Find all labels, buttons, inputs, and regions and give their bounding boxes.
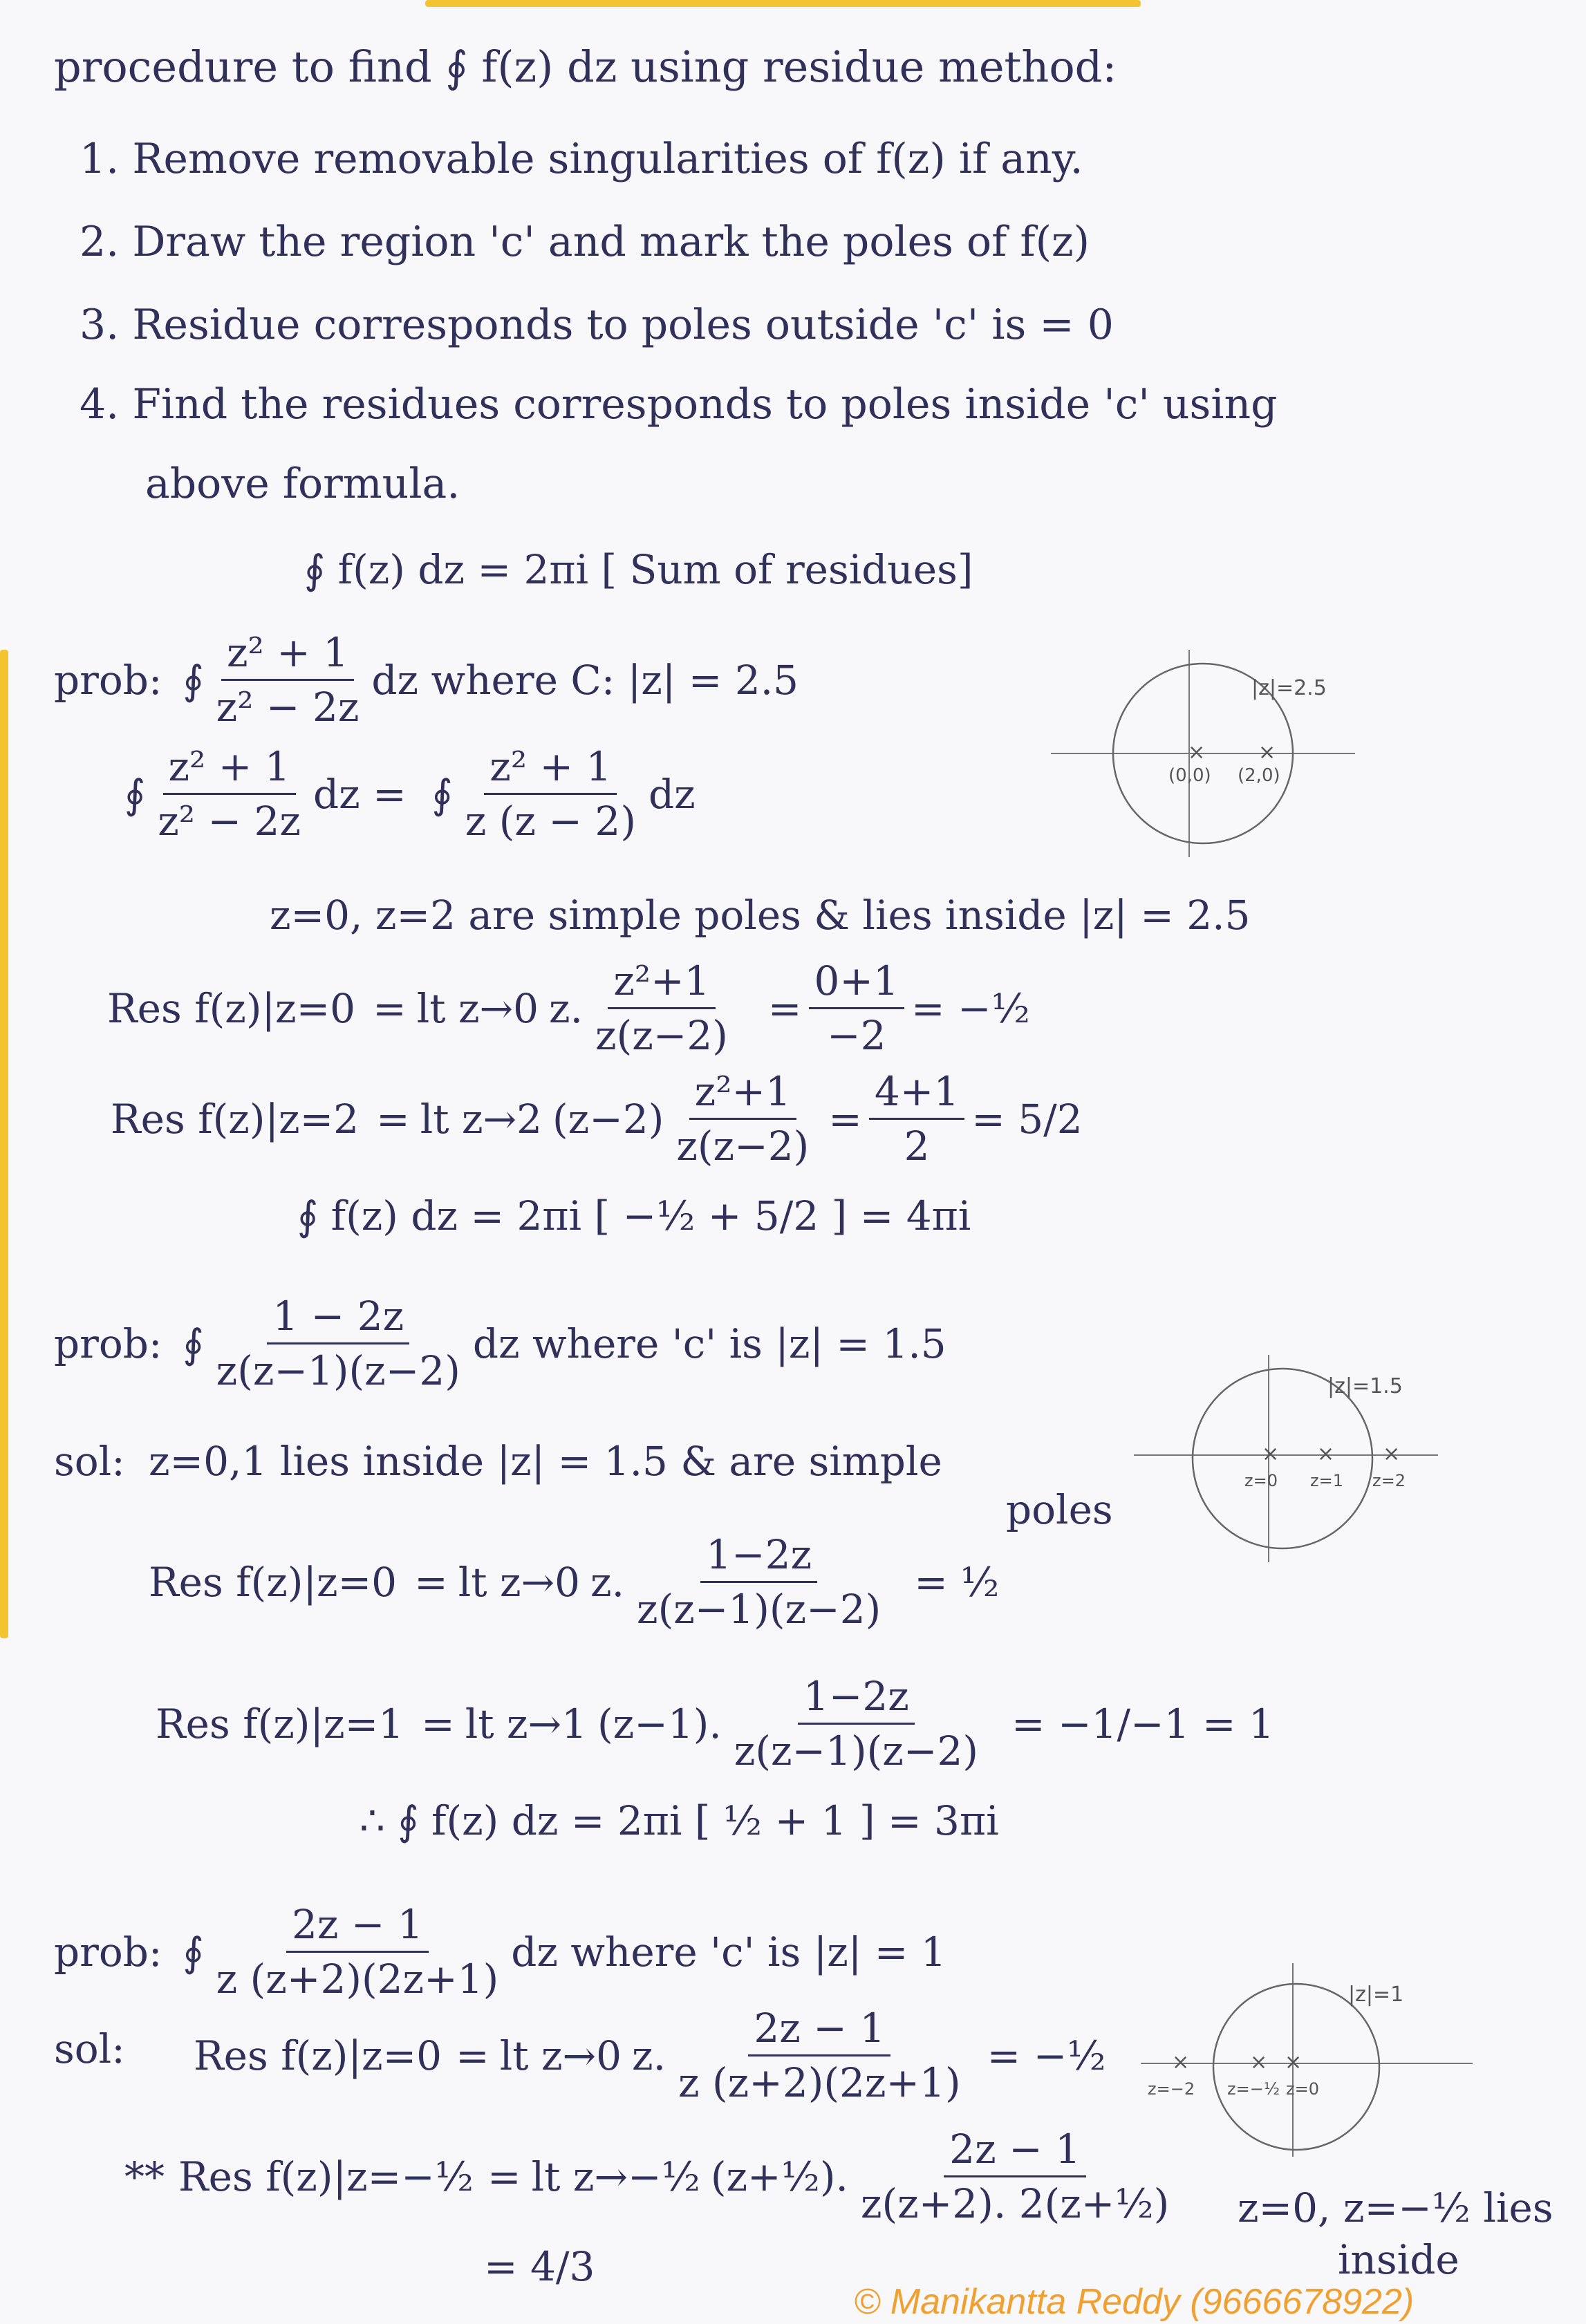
problem-3-statement: prob: ∮ $\frac{2z - 1}{z (z+2)(2z+1)}$ dz where 'c' is |z| = 1 xyxy=(54,1901,946,2003)
equals-sign: = xyxy=(767,984,802,1032)
pole-marker-icon: × xyxy=(1172,2050,1190,2074)
fraction-denominator: z(z−1)(z−2) xyxy=(216,1347,460,1394)
residue-result: = −1/−1 = 1 xyxy=(1011,1700,1274,1747)
fraction-numerator: z² + 1 xyxy=(163,743,296,795)
copyright-watermark: © Manikantta Reddy (9666678922) xyxy=(854,2282,1415,2322)
fraction-numerator: 4+1 xyxy=(869,1068,964,1120)
multiplier: (z−2) xyxy=(552,1095,664,1143)
problem-2-contour: dz where 'c' is |z| = 1.5 xyxy=(472,1320,946,1367)
residue-result: = 5/2 xyxy=(971,1095,1083,1143)
step-1: 1. Remove removable singularities of f(z) if any. xyxy=(80,135,1083,183)
fraction-denominator: −2 xyxy=(826,1012,886,1059)
limit-operator: lt z→0 xyxy=(458,1558,581,1606)
problem-2-statement: prob: ∮ $\frac{1 - 2z}{z(z-1)(z-2)}$ dz where 'c' is |z| = 1.5 xyxy=(54,1293,946,1394)
limit-operator: lt z→−½ xyxy=(531,2153,700,2200)
problem-2-note: z=0,1 lies inside |z| = 1.5 & are simple xyxy=(149,1438,942,1485)
multiplier: (z+½). xyxy=(710,2153,848,2200)
emphasis-marker: ** xyxy=(124,2153,165,2200)
limit-operator: lt z→0 xyxy=(499,2032,622,2079)
residue-label: Res f(z)|z=0 xyxy=(107,984,356,1032)
contour-diagram-1 xyxy=(1037,643,1369,864)
residue-label: Res f(z)|z=0 xyxy=(149,1558,398,1606)
problem-1-final: ∮ f(z) dz = 2πi [ −½ + 5/2 ] = 4πi xyxy=(297,1192,971,1239)
problem-2-residue-1: Res f(z)|z=0 = lt z→0 z. $\frac{1-2z}{z(z-1)(z-2)}$ = ½ xyxy=(149,1531,1000,1633)
problem-3-contour: dz where 'c' is |z| = 1 xyxy=(511,1928,946,1976)
pole-marker-icon: × xyxy=(1383,1442,1401,1466)
fraction-denominator: z (z − 2) xyxy=(465,798,636,845)
pole-marker-icon: × xyxy=(1250,2050,1268,2074)
fraction-numerator: 1 − 2z xyxy=(267,1293,409,1344)
pole-label: z=−2 xyxy=(1148,2079,1195,2099)
pole-marker-icon: × xyxy=(1285,2050,1303,2074)
pole-label: z=1 xyxy=(1310,1471,1343,1490)
fraction-denominator: z² − 2z xyxy=(158,798,301,845)
problem-2-residue-2: Res f(z)|z=1 = lt z→1 (z−1). $\frac{1-2z}{z(z-1)(z-2)}$ = −1/−1 = 1 xyxy=(156,1673,1274,1774)
fraction-numerator: z² + 1 xyxy=(484,743,617,795)
residue-result: = −½ xyxy=(911,984,1030,1032)
multiplier: z. xyxy=(632,2032,666,2079)
problem-label: prob: xyxy=(54,1928,162,1976)
step-2: 2. Draw the region 'c' and mark the poles of f(z) xyxy=(80,218,1090,266)
pole-marker-icon: × xyxy=(1317,1442,1335,1466)
problem-1-note: z=0, z=2 are simple poles & lies inside |z| = 2.5 xyxy=(270,892,1251,939)
circle-label: |z|=1.5 xyxy=(1327,1374,1403,1398)
fraction-numerator: 1−2z xyxy=(798,1673,915,1725)
fraction-numerator: 1−2z xyxy=(700,1531,817,1583)
residue-label: Res f(z)|z=1 xyxy=(156,1700,404,1747)
problem-label: prob: xyxy=(54,656,162,704)
fraction-numerator: z²+1 xyxy=(608,957,715,1009)
limit-operator: lt z→1 xyxy=(465,1700,588,1747)
multiplier: z. xyxy=(590,1558,625,1606)
problem-2-final: ∴ ∮ f(z) dz = 2πi [ ½ + 1 ] = 3πi xyxy=(360,1797,999,1844)
residue-label: Res f(z)|z=2 xyxy=(111,1095,360,1143)
pole-label: (2,0) xyxy=(1238,765,1280,786)
fraction-denominator: 2 xyxy=(904,1123,930,1170)
problem-2-note-cont: poles xyxy=(1006,1486,1113,1533)
fraction-numerator: 2z − 1 xyxy=(944,2126,1086,2177)
limit-operator: lt z→0 xyxy=(416,984,539,1032)
pole-marker-icon: × xyxy=(1258,740,1276,765)
fraction-denominator: z(z−2) xyxy=(676,1123,810,1170)
multiplier: (z−1). xyxy=(597,1700,722,1747)
equals-sign: = xyxy=(828,1095,862,1143)
fraction-numerator: 0+1 xyxy=(809,957,904,1009)
problem-3-side-note: z=0, z=−½ lies xyxy=(1238,2184,1554,2231)
multiplier: z. xyxy=(549,984,584,1032)
problem-3-sol-label: sol: xyxy=(54,2025,125,2072)
step-4: 4. Find the residues corresponds to poles inside 'c' using xyxy=(80,380,1278,429)
problem-1-residue-1: Res f(z)|z=0 = lt z→0 z. $\frac{\text{z²+1}}{z(z-2)}$ = $\frac{0+1}{-2}$ = −½ xyxy=(107,957,1030,1059)
side-highlight-bar xyxy=(0,650,8,1638)
contour-diagram-2 xyxy=(1134,1348,1438,1569)
fraction-denominator: z(z−1)(z−2) xyxy=(637,1586,881,1633)
fraction-numerator: 2z − 1 xyxy=(748,2005,890,2056)
problem-1-rewrite: ∮ $\frac{\text{z² + 1}}{\text{z² − 2z}}$ dz = ∮ $\frac{\text{z² + 1}}{z (z - 2)}$ dz xyxy=(124,743,696,845)
pole-marker-icon: × xyxy=(1188,740,1206,765)
problem-1-statement: prob: ∮ $\frac{\text{z² + 1}}{\text{z² − 2z}}$ dz where C: |z| = 2.5 xyxy=(54,629,799,731)
fraction-numerator: z² + 1 xyxy=(221,629,354,681)
page-title: procedure to find ∮ f(z) dz using residue method: xyxy=(54,41,1117,92)
fraction-numerator: z²+1 xyxy=(689,1068,796,1120)
pole-label: z=0 xyxy=(1244,1471,1278,1490)
pole-label: (0,0) xyxy=(1168,765,1211,786)
residue-result: = −½ xyxy=(987,2032,1106,2079)
problem-1-residue-2: Res f(z)|z=2 = lt z→2 (z−2) $\frac{\text{z²+1}}{z(z-2)}$ = $\frac{4+1}{2}$ = 5/2 xyxy=(111,1068,1083,1170)
fraction-denominator: z(z−1)(z−2) xyxy=(734,1727,978,1774)
fraction-denominator: z(z−2) xyxy=(595,1012,728,1059)
residue-label: Res f(z)|z=0 xyxy=(194,2032,442,2079)
residue-formula: ∮ f(z) dz = 2πi [ Sum of residues] xyxy=(304,546,973,593)
problem-label: prob: xyxy=(54,1320,162,1367)
residue-result: = ½ xyxy=(914,1558,1000,1606)
circle-label: |z|=2.5 xyxy=(1251,676,1327,700)
pole-label: z=0 xyxy=(1286,2079,1319,2099)
fraction-denominator: z(z+2). 2(z+½) xyxy=(860,2180,1170,2227)
pole-label: z=−½ xyxy=(1227,2079,1280,2099)
top-highlight-bar xyxy=(425,0,1141,7)
problem-2-sol-label: sol: xyxy=(54,1438,125,1485)
problem-3-residue-2-result: = 4/3 xyxy=(484,2243,595,2290)
limit-operator: lt z→2 xyxy=(420,1095,543,1143)
pole-marker-icon: × xyxy=(1262,1442,1280,1466)
step-4-cont: above formula. xyxy=(145,460,460,508)
pole-label: z=2 xyxy=(1372,1471,1406,1490)
fraction-numerator: 2z − 1 xyxy=(286,1901,429,1953)
problem-3-residue-1: Res f(z)|z=0 = lt z→0 z. $\frac{2z - 1}{z (z+2)(2z+1)}$ = −½ xyxy=(194,2005,1106,2106)
contour-diagram-3 xyxy=(1141,1956,1473,2164)
problem-1-contour: dz where C: |z| = 2.5 xyxy=(371,656,799,704)
problem-3-side-note-cont: inside xyxy=(1338,2236,1459,2283)
residue-label: Res f(z)|z=−½ xyxy=(178,2153,474,2200)
fraction-denominator: z (z+2)(2z+1) xyxy=(678,2059,961,2106)
problem-3-residue-2: ** Res f(z)|z=−½ = lt z→−½ (z+½). $\frac{2z - 1}{\text{z(z+2). 2(z+½)}}$ xyxy=(124,2126,1182,2227)
circle-label: |z|=1 xyxy=(1348,1983,1404,2007)
fraction-denominator: z² − 2z xyxy=(216,684,360,731)
fraction-denominator: z (z+2)(2z+1) xyxy=(216,1956,499,2003)
step-3: 3. Residue corresponds to poles outside 'c' is = 0 xyxy=(80,301,1114,349)
